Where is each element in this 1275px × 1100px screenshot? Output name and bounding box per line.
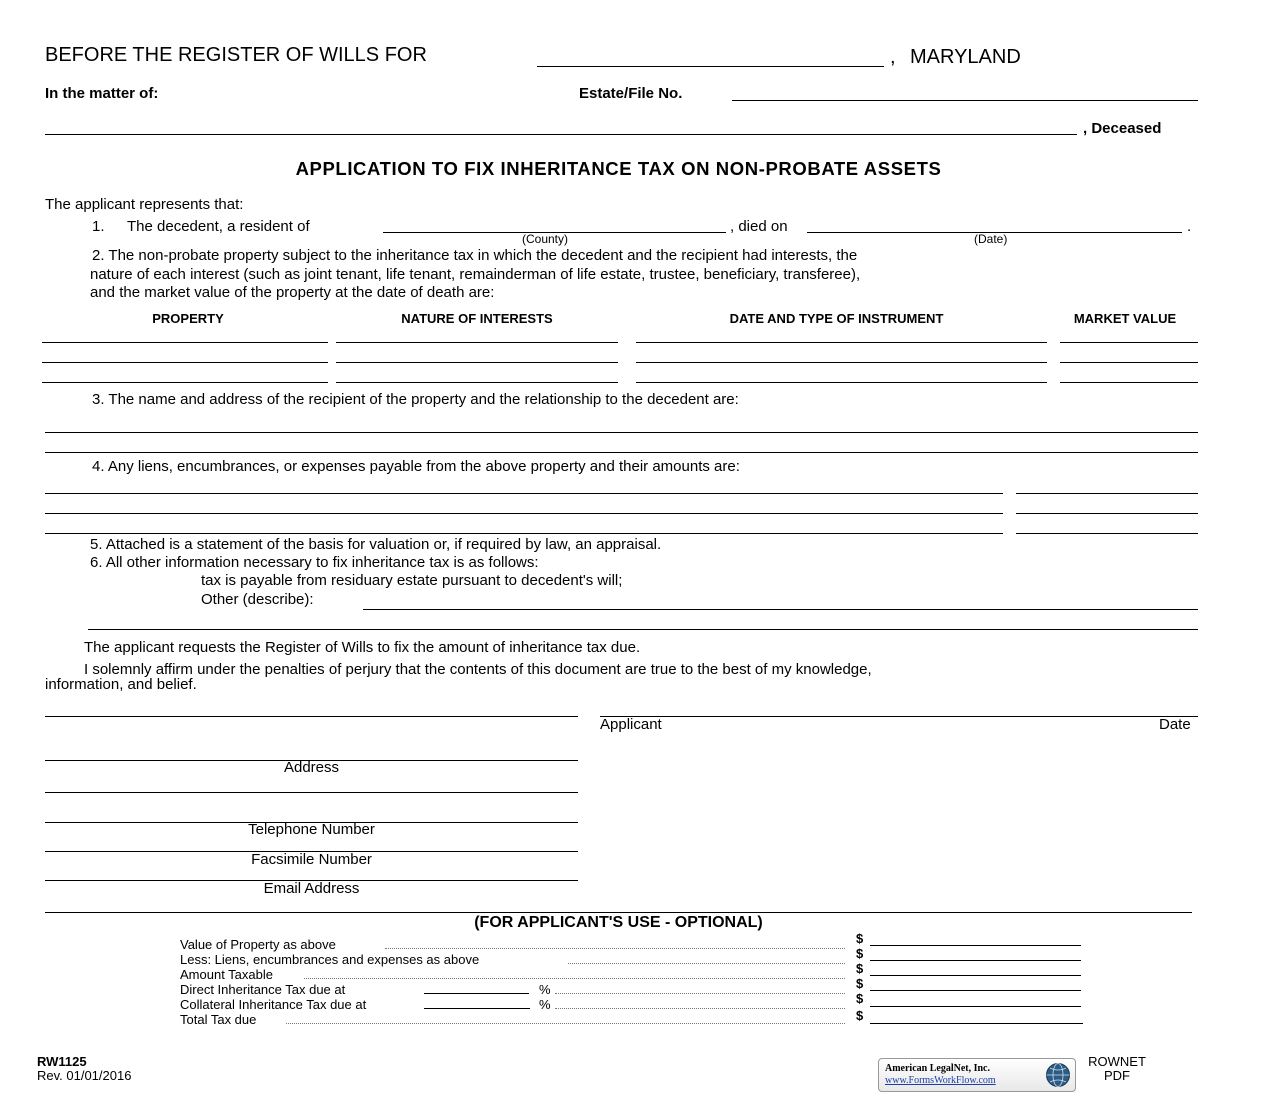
direct-tax-field[interactable]: [870, 990, 1081, 991]
pdf-label: PDF: [1104, 1068, 1130, 1083]
item5-text: 5. Attached is a statement of the basis for valuation or, if required by law, an appraisal.: [90, 536, 662, 553]
opt-row-label: Value of Property as above: [180, 937, 336, 952]
item2-line3: and the market value of the property at the date of death are:: [90, 284, 495, 301]
state-name: MARYLAND: [910, 46, 1021, 68]
item6-option-other[interactable]: Other (describe):: [201, 591, 314, 608]
county-caption: (County): [522, 232, 569, 246]
opt-row-label: Less: Liens, encumbrances and expenses as above: [180, 952, 480, 967]
estate-file-field[interactable]: [732, 100, 1198, 101]
decedent-name-field[interactable]: [45, 134, 1077, 135]
opt-row-currency: $: [856, 946, 864, 961]
instrument-field-1[interactable]: [636, 342, 1047, 343]
recipient-field-2[interactable]: [45, 452, 1198, 453]
matter-of-label: In the matter of:: [45, 85, 159, 102]
section-divider: [45, 912, 1192, 913]
leader-dots: [286, 1023, 845, 1024]
direct-rate-field[interactable]: [424, 993, 529, 994]
globe-icon: [1045, 1062, 1071, 1088]
item3-text: 3. The name and address of the recipient of the property and the relationship to the decedent are:: [92, 391, 739, 408]
opt-row-label: Total Tax due: [180, 1012, 257, 1027]
market-value-field-3[interactable]: [1060, 382, 1198, 383]
form-id: RW1125: [37, 1054, 87, 1069]
leader-dots: [385, 948, 845, 949]
leader-dots: [555, 993, 845, 994]
affirm-line2: information, and belief.: [45, 676, 197, 693]
instrument-field-3[interactable]: [636, 382, 1047, 383]
brand-url[interactable]: www.FormsWorkFlow.com: [885, 1075, 996, 1086]
date-caption: (Date): [974, 232, 1008, 246]
instrument-field-2[interactable]: [636, 362, 1047, 363]
lien-desc-field-3[interactable]: [45, 533, 1003, 534]
amount-taxable-field[interactable]: [870, 975, 1081, 976]
opt-row-currency: $: [856, 991, 864, 1006]
item6-option-residuary[interactable]: tax is payable from residuary estate pursuant to decedent's will;: [201, 572, 623, 589]
opt-row-percent: %: [539, 982, 551, 997]
property-field-3[interactable]: [42, 382, 328, 383]
lien-desc-field-1[interactable]: [45, 493, 1003, 494]
address-field-2[interactable]: [45, 792, 578, 793]
collateral-rate-field[interactable]: [424, 1008, 530, 1009]
opt-row-currency: $: [856, 931, 864, 946]
form-title: APPLICATION TO FIX INHERITANCE TAX ON NON-PROBATE ASSETS: [295, 158, 942, 179]
request-text: The applicant requests the Register of Wills to fix the amount of inheritance tax due.: [84, 639, 641, 656]
revision-date: Rev. 01/01/2016: [37, 1068, 132, 1083]
other-describe-field-2[interactable]: [88, 629, 1198, 630]
telephone-label: Telephone Number: [248, 821, 375, 838]
estate-file-label: Estate/File No.: [579, 85, 683, 102]
recipient-field-1[interactable]: [45, 432, 1198, 433]
leader-dots: [304, 978, 845, 979]
county-city-field[interactable]: [537, 66, 884, 67]
item2-line2: nature of each interest (such as joint tenant, life tenant, remainderman of life estate, trustee, beneficiary, transferee),: [90, 266, 861, 283]
address-label: Address: [283, 759, 340, 776]
liens-total-field[interactable]: [870, 960, 1081, 961]
item1-text: The decedent, a resident of: [127, 218, 310, 235]
col-property: PROPERTY: [152, 311, 224, 326]
lien-desc-field-2[interactable]: [45, 513, 1003, 514]
applicant-label: Applicant: [600, 716, 662, 733]
nature-field-2[interactable]: [336, 362, 618, 363]
opt-row-percent: %: [539, 997, 551, 1012]
nature-field-1[interactable]: [336, 342, 618, 343]
deceased-label: , Deceased: [1083, 120, 1162, 137]
applicant-date-field[interactable]: [600, 716, 1198, 717]
email-label: Email Address: [263, 880, 360, 897]
col-market-value: MARKET VALUE: [1073, 311, 1177, 326]
item1-period: .: [1187, 218, 1192, 235]
item6-text: 6. All other information necessary to fix inheritance tax is as follows:: [90, 554, 539, 571]
opt-row-currency: $: [856, 976, 864, 991]
heading-comma: ,: [890, 46, 896, 68]
optional-heading: (FOR APPLICANT'S USE - OPTIONAL): [474, 914, 763, 931]
item4-text: 4. Any liens, encumbrances, or expenses payable from the above property and their amounts are:: [92, 458, 740, 475]
died-on-text: , died on: [730, 218, 788, 235]
total-tax-field[interactable]: [870, 1023, 1083, 1024]
market-value-field-1[interactable]: [1060, 342, 1198, 343]
leader-dots: [555, 1008, 845, 1009]
lien-amount-field-1[interactable]: [1016, 493, 1198, 494]
item1-number: 1.: [92, 218, 105, 235]
rownet-label: ROWNET: [1088, 1054, 1146, 1069]
item2-line1: 2. The non-probate property subject to the inheritance tax in which the decedent and the recipient had interests, the: [92, 247, 858, 264]
brand-name: American LegalNet, Inc.: [885, 1063, 990, 1074]
opt-row-label: Collateral Inheritance Tax due at: [180, 997, 367, 1012]
other-describe-field-1[interactable]: [363, 609, 1198, 610]
col-instrument: DATE AND TYPE OF INSTRUMENT: [729, 311, 944, 326]
property-field-2[interactable]: [42, 362, 328, 363]
signature-field[interactable]: [45, 716, 578, 717]
leader-dots: [568, 963, 845, 964]
value-of-property-field[interactable]: [870, 945, 1081, 946]
register-heading: BEFORE THE REGISTER OF WILLS FOR: [45, 44, 427, 66]
opt-row-currency: $: [856, 1008, 864, 1023]
lien-amount-field-2[interactable]: [1016, 513, 1198, 514]
opt-row-currency: $: [856, 961, 864, 976]
col-nature: NATURE OF INTERESTS: [401, 311, 553, 326]
opt-row-label: Amount Taxable: [180, 967, 273, 982]
affirm-line1: I solemnly affirm under the penalties of perjury that the contents of this document are true to the best of my knowledge,: [84, 661, 872, 678]
date-label: Date: [1159, 716, 1191, 733]
nature-field-3[interactable]: [336, 382, 618, 383]
collateral-tax-field[interactable]: [870, 1006, 1081, 1007]
intro-text: The applicant represents that:: [45, 196, 244, 213]
facsimile-label: Facsimile Number: [251, 851, 372, 868]
opt-row-label: Direct Inheritance Tax due at: [180, 982, 346, 997]
market-value-field-2[interactable]: [1060, 362, 1198, 363]
lien-amount-field-3[interactable]: [1016, 533, 1198, 534]
brand-logo[interactable]: [878, 1058, 1076, 1092]
property-field-1[interactable]: [42, 342, 328, 343]
